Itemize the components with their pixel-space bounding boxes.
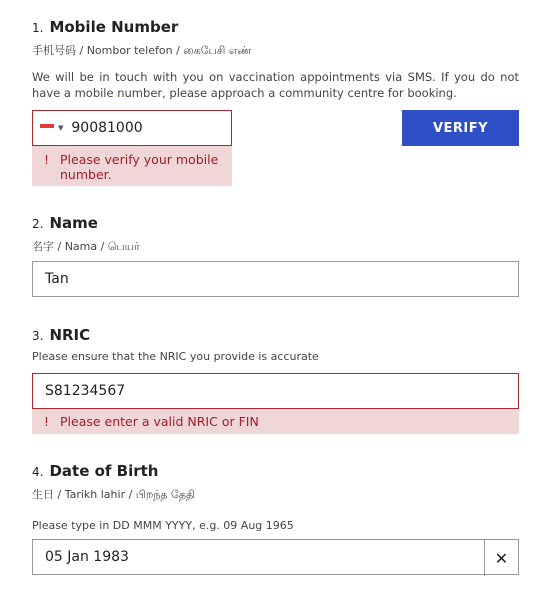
- nric-heading: [32, 326, 519, 344]
- mobile-value[interactable]: 90081000: [71, 120, 143, 136]
- error-icon: !: [44, 152, 50, 167]
- nric-section: [32, 326, 519, 363]
- nric-error-message: [32, 409, 519, 434]
- singapore-flag-icon: [40, 124, 54, 133]
- nric-title: NRIC: [49, 326, 91, 344]
- mobile-step-number: 1.: [32, 21, 44, 35]
- nric-hint: Please ensure that the NRIC you provide is accurate: [32, 350, 319, 363]
- mobile-title: Mobile Number: [49, 18, 179, 36]
- name-heading: [32, 214, 519, 232]
- mobile-translations: 手机号码 / Nombor telefon / கைபேசி எண்: [32, 44, 252, 57]
- dob-hint: Please type in DD MMM YYYY, e.g. 09 Aug 1965: [32, 519, 294, 532]
- name-step-number: 2.: [32, 217, 44, 231]
- verify-button[interactable]: VERIFY: [402, 110, 519, 146]
- nric-value[interactable]: S81234567: [45, 383, 126, 399]
- nric-step-number: 3.: [32, 329, 44, 343]
- name-input[interactable]: [32, 261, 519, 297]
- dob-title: Date of Birth: [49, 462, 159, 480]
- mobile-heading: [32, 18, 519, 36]
- mobile-input[interactable]: [32, 110, 232, 146]
- dob-heading: [32, 462, 519, 480]
- close-icon: ✕: [494, 548, 509, 568]
- dob-input[interactable]: [32, 539, 519, 575]
- name-translations: 名字 / Nama / பெயர்: [32, 240, 140, 253]
- nric-error-text: Please enter a valid NRIC or FIN: [60, 414, 259, 429]
- dob-section: [32, 462, 519, 532]
- name-section: [32, 214, 519, 255]
- error-icon: !: [44, 414, 50, 429]
- dob-step-number: 4.: [32, 465, 44, 479]
- dob-value[interactable]: 05 Jan 1983: [45, 549, 129, 565]
- mobile-description: We will be in touch with you on vaccination appointments via SMS. If you do not have a mobile number, please approach a community centre for booking.: [32, 70, 519, 100]
- caret-down-icon: ▼: [58, 124, 64, 132]
- mobile-error-text: Please verify your mobile number.: [60, 152, 219, 182]
- name-title: Name: [49, 214, 98, 232]
- mobile-number-section: [32, 18, 519, 100]
- country-code-selector[interactable]: [40, 124, 63, 133]
- nric-input[interactable]: [32, 373, 519, 409]
- clear-date-button[interactable]: [484, 540, 518, 576]
- dob-translations: 生日 / Tarikh lahir / பிறந்த தேதி: [32, 488, 196, 501]
- name-value[interactable]: Tan: [45, 271, 69, 287]
- mobile-error-message: [32, 146, 232, 186]
